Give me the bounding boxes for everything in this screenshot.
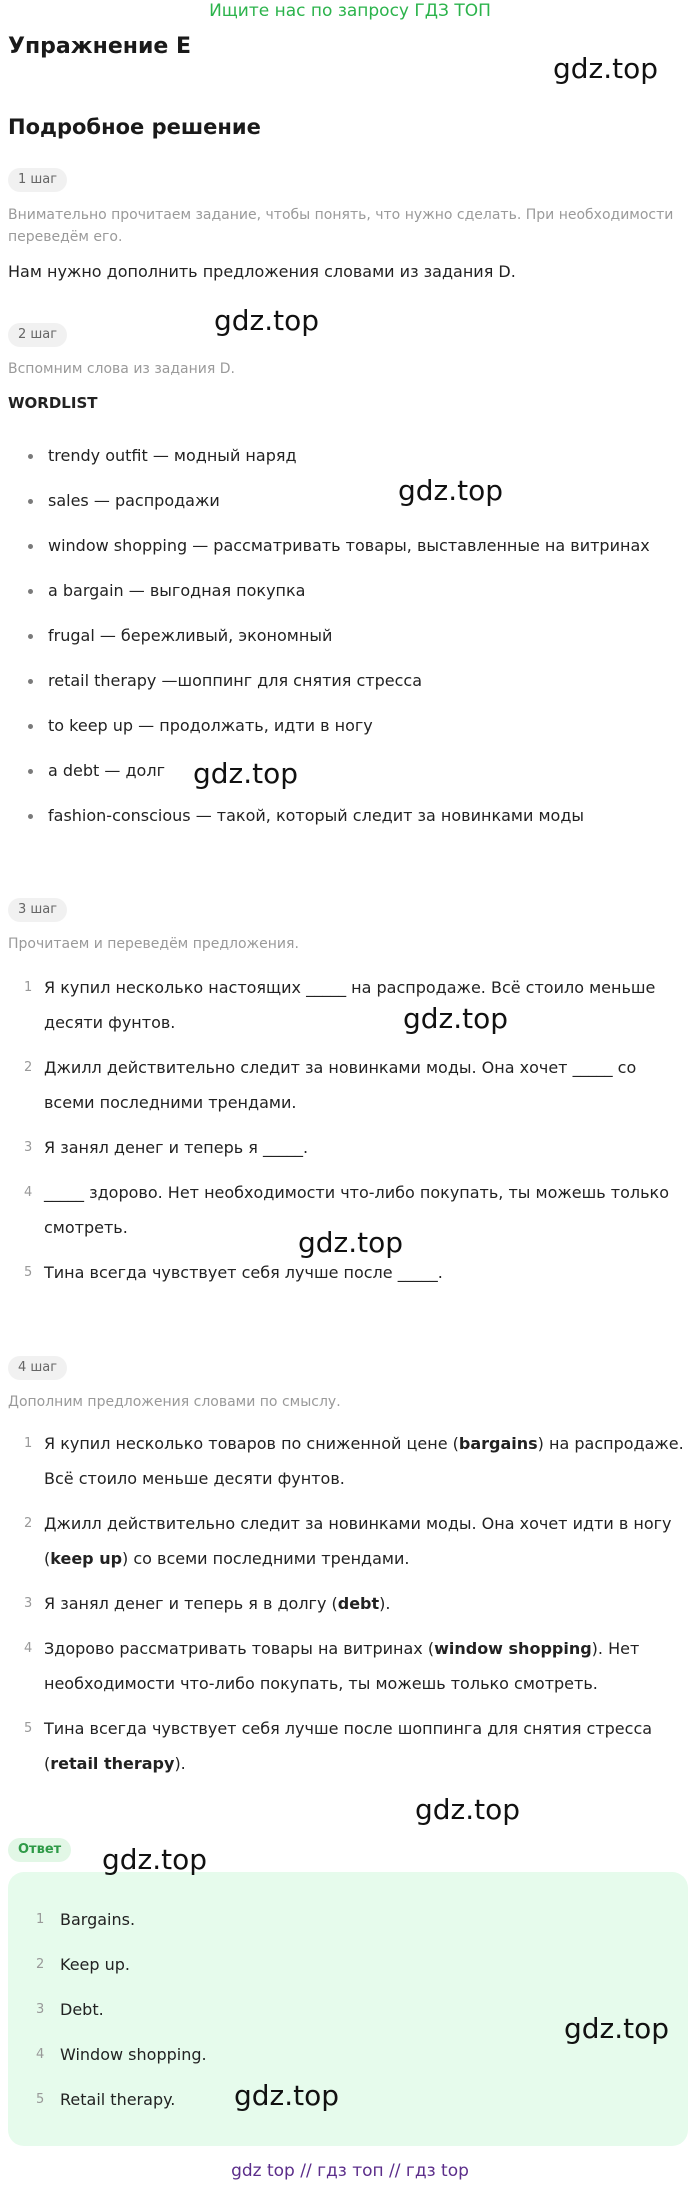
answer-word: debt: [337, 1594, 380, 1613]
item-number: 5: [24, 1265, 33, 1280]
wordlist-item: retail therapy —шоппинг для снятия стресса: [28, 669, 688, 714]
answer-text: Retail therapy.: [60, 2090, 176, 2109]
item-number: 5: [24, 1721, 33, 1736]
sentence-text: Я купил несколько товаров по сниженной цене (: [44, 1434, 459, 1453]
answer-item: [36, 2088, 207, 2133]
completed-sentence-list: [8, 1426, 688, 1791]
answer-text: Keep up.: [60, 1955, 131, 1974]
sentence-text: _____ здорово. Нет необходимости что-либо покупать, ты можешь только смотреть.: [44, 1183, 670, 1237]
sentence-item: [8, 970, 688, 1050]
footer-links[interactable]: gdz top // гдз топ // гдз top: [231, 2161, 469, 2181]
completed-sentence: [8, 1506, 688, 1586]
watermark: gdz.top: [234, 2079, 340, 2112]
item-number: 4: [24, 1185, 33, 1200]
sentence-text: ) со всеми последними трендами.: [122, 1549, 410, 1568]
answer-list: [36, 1908, 207, 2133]
watermark: gdz.top: [564, 2012, 670, 2045]
item-number: 1: [24, 980, 33, 995]
step-4-badge: 4 шаг: [8, 1356, 67, 1380]
item-number: 5: [36, 2092, 45, 2107]
wordlist-item: a bargain — выгодная покупка: [28, 579, 688, 624]
sentence-item: [8, 1130, 688, 1175]
sentence-text: ).: [379, 1594, 391, 1613]
answer-word: bargains: [458, 1434, 538, 1453]
item-number: 2: [24, 1060, 33, 1075]
wordlist-item: sales — распродажи: [28, 489, 688, 534]
watermark: gdz.top: [193, 757, 299, 790]
watermark: gdz.top: [553, 52, 659, 85]
page-title: Упражнение E: [8, 34, 191, 59]
answer-text: Debt.: [60, 2000, 104, 2019]
item-number: 4: [36, 2047, 45, 2062]
completed-sentence: [8, 1711, 688, 1791]
answer-word: window shopping: [434, 1639, 592, 1658]
sentence-item: [8, 1255, 688, 1300]
completed-sentence: [8, 1631, 688, 1711]
watermark: gdz.top: [214, 304, 320, 337]
wordlist-item: window shopping — рассматривать товары, выставленные на витринах: [28, 534, 688, 579]
solution-heading: Подробное решение: [8, 115, 261, 139]
sentence-text: Я купил несколько настоящих _____ на распродаже. Всё стоило меньше десяти фунтов.: [44, 978, 656, 1032]
sentence-text: ). Нет необходимости что-либо покупать, ты можешь только смотреть.: [44, 1639, 640, 1693]
search-banner[interactable]: Ищите нас по запросу ГДЗ ТОП: [209, 1, 491, 21]
answer-badge: Ответ: [8, 1838, 71, 1862]
item-number: 3: [24, 1596, 33, 1611]
wordlist-heading: WORDLIST: [8, 394, 98, 412]
answer-item: [36, 2043, 207, 2088]
step-2-badge: 2 шаг: [8, 323, 67, 347]
item-number: 3: [24, 1140, 33, 1155]
wordlist-item: frugal — бережливый, экономный: [28, 624, 688, 669]
sentence-text: Я занял денег и теперь я _____.: [44, 1138, 309, 1157]
step-1-text: Нам нужно дополнить предложения словами из задания D.: [8, 262, 516, 281]
completed-sentence: [8, 1586, 688, 1631]
answer-item: [36, 1953, 207, 1998]
wordlist-item: trendy outfit — модный наряд: [28, 444, 688, 489]
sentence-text: Джилл действительно следит за новинками моды. Она хочет _____ со всеми последними трендами.: [44, 1058, 637, 1112]
watermark: gdz.top: [398, 474, 504, 507]
watermark: gdz.top: [102, 1843, 208, 1876]
item-number: 3: [36, 2002, 45, 2017]
wordlist-item: a debt — долг: [28, 759, 688, 804]
answer-word: keep up: [50, 1549, 123, 1568]
step-1-hint: Внимательно прочитаем задание, чтобы понять, что нужно сделать. При необходимости переведём его.: [8, 207, 674, 245]
wordlist: [28, 444, 688, 849]
wordlist-item: fashion-conscious — такой, который следит за новинками моды: [28, 804, 688, 849]
sentence-text: Здорово рассматривать товары на витринах (: [44, 1639, 435, 1658]
sentence-text: Тина всегда чувствует себя лучше после _____.: [44, 1263, 443, 1282]
step-3-hint: Прочитаем и переведём предложения.: [8, 936, 299, 952]
answer-text: Bargains.: [60, 1910, 136, 1929]
step-4-hint: Дополним предложения словами по смыслу.: [8, 1394, 341, 1410]
sentence-text: Я занял денег и теперь я в долгу (: [44, 1594, 338, 1613]
sentence-text: ) на распродаже. Всё стоило меньше десяти фунтов.: [44, 1434, 684, 1488]
wordlist-item: to keep up — продолжать, идти в ногу: [28, 714, 688, 759]
item-number: 1: [36, 1912, 45, 1927]
step-3-badge: 3 шаг: [8, 898, 67, 922]
item-number: 2: [24, 1516, 33, 1531]
completed-sentence: [8, 1426, 688, 1506]
sentence-text: Тина всегда чувствует себя лучше после шоппинга для снятия стресса (: [44, 1719, 653, 1773]
watermark: gdz.top: [403, 1002, 509, 1035]
watermark: gdz.top: [415, 1793, 521, 1826]
sentence-item: [8, 1050, 688, 1130]
item-number: 1: [24, 1436, 33, 1451]
item-number: 4: [24, 1641, 33, 1656]
sentence-text: Джилл действительно следит за новинками моды. Она хочет идти в ногу (: [44, 1514, 672, 1568]
answer-text: Window shopping.: [60, 2045, 207, 2064]
watermark: gdz.top: [298, 1226, 404, 1259]
step-2-hint: Вспомним слова из задания D.: [8, 361, 235, 377]
answer-word: retail therapy: [50, 1754, 175, 1773]
item-number: 2: [36, 1957, 45, 1972]
step-1-badge: 1 шаг: [8, 168, 67, 192]
answer-item: [36, 1998, 207, 2043]
sentence-text: ).: [174, 1754, 186, 1773]
answer-item: [36, 1908, 207, 1953]
